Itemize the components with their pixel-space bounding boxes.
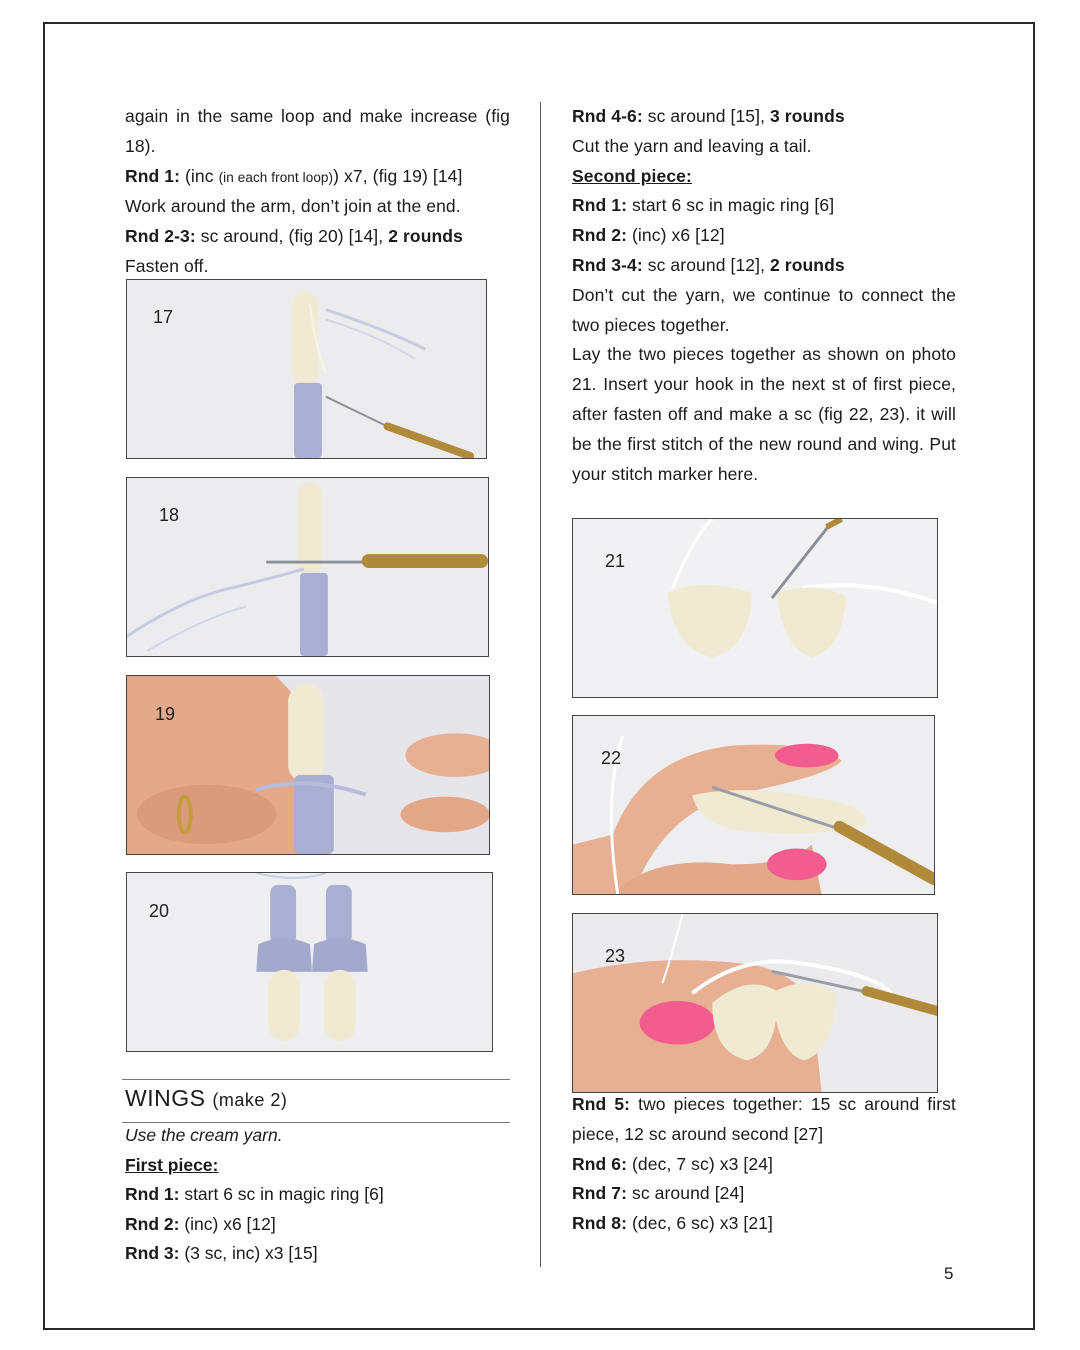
use-yarn-note: Use the cream yarn. — [125, 1125, 283, 1145]
right-rnd1: Rnd 1: start 6 sc in magic ring [6] — [572, 195, 835, 216]
right-column-text — [572, 102, 956, 489]
figure-19-number: 19 — [155, 704, 176, 724]
figure-20-number: 20 — [149, 901, 170, 921]
right-rnd3-4: Rnd 3-4: sc around [12], 2 rounds — [572, 254, 845, 275]
wings-instructions — [125, 1121, 510, 1269]
figure-23-number: 23 — [605, 946, 626, 966]
figure-22-photo — [572, 715, 935, 895]
figure-17-photo — [126, 279, 487, 459]
figure-18-number: 18 — [159, 505, 180, 525]
page-number: 5 — [944, 1264, 954, 1283]
wings-rnd1: Rnd 1: start 6 sc in magic ring [6] — [125, 1184, 384, 1204]
first-piece-heading: First piece: — [125, 1154, 219, 1175]
cut-yarn-text: Cut the yarn and leaving a tail. — [572, 135, 812, 156]
figure-20-photo — [126, 872, 493, 1052]
right-rnd7: Rnd 7: sc around [24] — [572, 1183, 745, 1204]
paragraph-intro: again in the same loop and make increase (fig 18). — [125, 106, 510, 156]
right-rnd6: Rnd 6: (dec, 7 sc) x3 [24] — [572, 1153, 773, 1174]
right-column-bottom-text — [572, 1090, 956, 1239]
figure-17-number: 17 — [153, 307, 174, 327]
left-rnd2-3: Rnd 2-3: sc around, (fig 20) [14], 2 rounds — [125, 226, 463, 247]
left-column-text — [125, 102, 510, 282]
wings-top-rule — [122, 1079, 510, 1080]
figure-19-photo — [126, 675, 490, 855]
right-rnd5: Rnd 5: two pieces together: 15 sc around first piece, 12 sc around second [27] — [572, 1094, 956, 1144]
figure-23-photo — [572, 913, 938, 1093]
figure-21-number: 21 — [605, 551, 626, 571]
dont-cut-text: Don’t cut the yarn, we continue to connect the two pieces together. — [572, 284, 956, 335]
wings-heading: WINGS (make 2) — [125, 1085, 288, 1111]
figure-21-photo — [572, 518, 938, 698]
wings-rnd2: Rnd 2: (inc) x6 [12] — [125, 1213, 276, 1234]
right-rnd8: Rnd 8: (dec, 6 sc) x3 [21] — [572, 1213, 773, 1234]
figure-18-photo — [126, 477, 489, 657]
fasten-off-text: Fasten off. — [125, 255, 209, 276]
second-piece-heading: Second piece: — [572, 165, 692, 186]
column-divider — [540, 102, 541, 1267]
left-rnd1: Rnd 1: (inc (in each front loop)) x7, (fig 19) [14] — [125, 165, 463, 186]
lay-together-text: Lay the two pieces together as shown on photo 21. Insert your hook in the next st of first piece, after fasten off and make a sc (fig 22, 23). it will be the first stitch of the new round and wing. Put your stitch marker here. — [572, 344, 956, 484]
work-around-text: Work around the arm, don’t join at the end. — [125, 196, 461, 217]
figure-22-number: 22 — [601, 748, 622, 768]
right-rnd4-6: Rnd 4-6: sc around [15], 3 rounds — [572, 106, 845, 126]
right-rnd2: Rnd 2: (inc) x6 [12] — [572, 225, 725, 246]
wings-rnd3: Rnd 3: (3 sc, inc) x3 [15] — [125, 1243, 318, 1263]
